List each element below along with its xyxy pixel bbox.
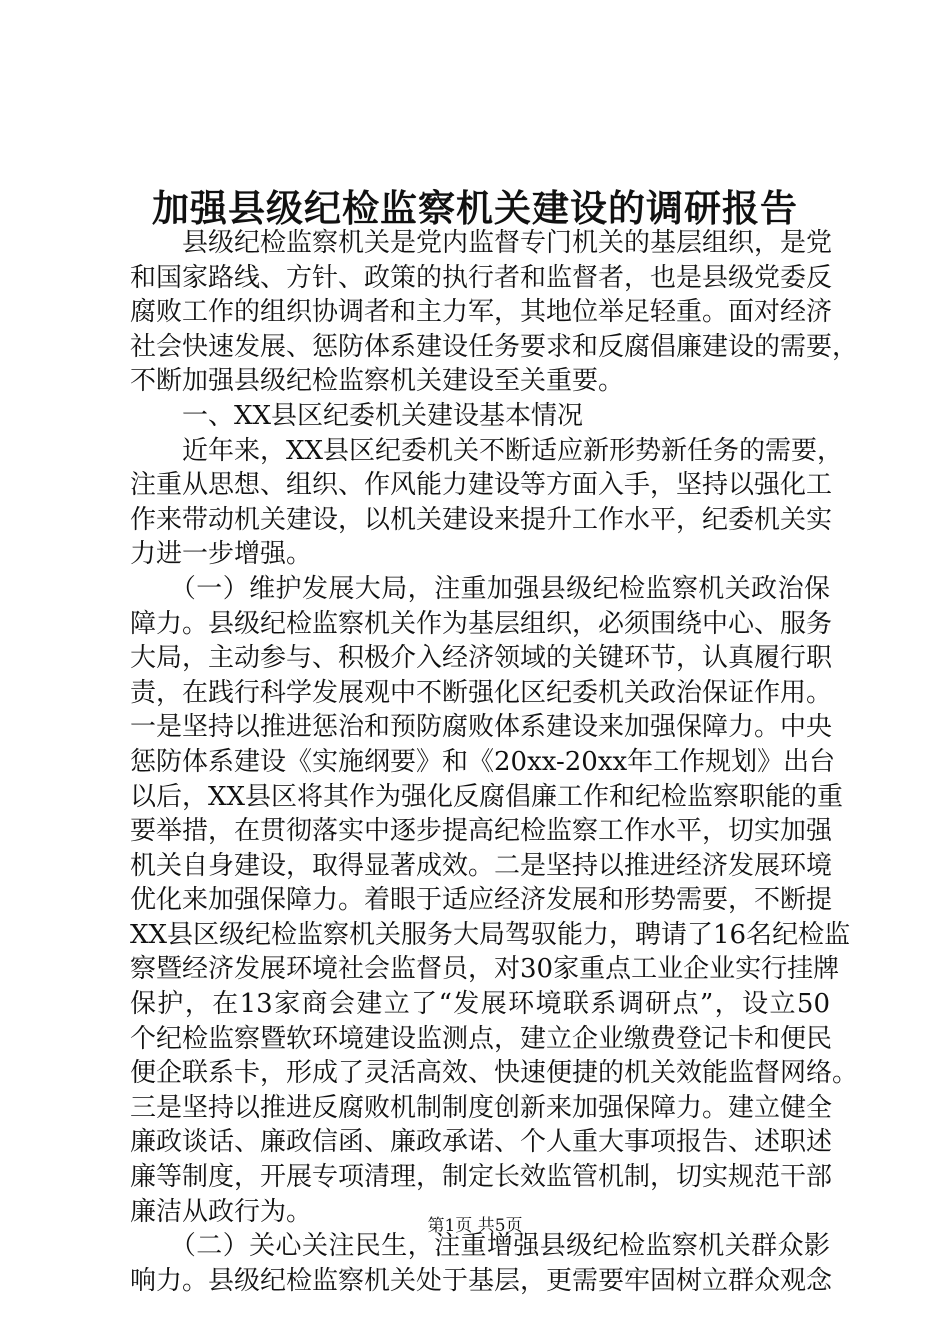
text-line: 力进一步增强。 bbox=[130, 539, 313, 570]
text-line: 保护，在13家商会建立了“发展环境联系调研点”，设立50 bbox=[130, 989, 830, 1020]
text-line: 责，在践行科学发展观中不断强化区纪委机关政治保证作用。 bbox=[130, 677, 833, 708]
text-line: 作来带动机关建设，以机关建设来提升工作水平，纪委机关实 bbox=[130, 504, 833, 535]
body-paragraph bbox=[130, 399, 830, 434]
text-line: 三是坚持以推进反腐败机制制度创新来加强保障力。建立健全 bbox=[130, 1092, 833, 1123]
text-line: 障力。县级纪检监察机关作为基层组织，必须围绕中心、服务 bbox=[130, 608, 833, 639]
text-line: 一是坚持以推进惩治和预防腐败体系建设来加强保障力。中央 bbox=[130, 712, 833, 743]
text-line: 察暨经济发展环境社会监督员，对30家重点工业企业实行挂牌 bbox=[130, 954, 840, 985]
text-line: 个纪检监察暨软环境建设监测点，建立企业缴费登记卡和便民 bbox=[130, 1023, 833, 1054]
text-line: 腐败工作的组织协调者和主力军，其地位举足轻重。面对经济 bbox=[130, 297, 833, 328]
body-paragraph bbox=[130, 1229, 833, 1298]
text-line: 以后，XX县区将其作为强化反腐倡廉工作和纪检监察职能的重 bbox=[130, 781, 844, 812]
text-line: 优化来加强保障力。着眼于适应经济发展和形势需要，不断提 bbox=[130, 885, 833, 916]
text-line: 和国家路线、方针、政策的执行者和监督者，也是县级党委反 bbox=[130, 262, 833, 293]
text-line: 要举措，在贯彻落实中逐步提高纪检监察工作水平，切实加强 bbox=[130, 816, 833, 847]
document-title: 加强县级纪检监察机关建设的调研报告 bbox=[152, 186, 798, 230]
document-body bbox=[130, 226, 859, 1298]
text-line: 惩防体系建设《实施纲要》和《20xx-20xx年工作规划》出台 bbox=[130, 746, 836, 777]
text-line: 廉政谈话、廉政信函、廉政承诺、个人重大事项报告、述职述 bbox=[130, 1127, 833, 1158]
text-line: 机关自身建设，取得显著成效。二是坚持以推进经济发展环境 bbox=[130, 850, 833, 881]
body-paragraph bbox=[130, 434, 844, 572]
text-line: 廉等制度，开展专项清理，制定长效监管机制，切实规范干部 bbox=[130, 1162, 833, 1193]
text-line: （一）维护发展大局，注重加强县级纪检监察机关政治保 bbox=[130, 573, 830, 604]
text-line: 近年来，XX县区纪委机关不断适应新形势新任务的需要， bbox=[130, 435, 844, 466]
text-line: 廉洁从政行为。 bbox=[130, 1196, 313, 1227]
text-line: 响力。县级纪检监察机关处于基层，更需要牢固树立群众观念 bbox=[130, 1265, 833, 1296]
body-paragraph bbox=[130, 226, 859, 399]
text-line: XX县区级纪检监察机关服务大局驾驭能力，聘请了16名纪检监 bbox=[130, 919, 851, 950]
text-line: 注重从思想、组织、作风能力建设等方面入手，坚持以强化工 bbox=[130, 470, 833, 501]
page-footer: 第1页 共5页 bbox=[427, 1216, 523, 1236]
text-line: 一、XX县区纪委机关建设基本情况 bbox=[130, 400, 584, 431]
body-paragraph bbox=[130, 572, 859, 1229]
text-line: 便企联系卡，形成了灵活高效、快速便捷的机关效能监督网络。 bbox=[130, 1058, 859, 1089]
text-line: （二）关心关注民生，注重增强县级纪检监察机关群众影 bbox=[130, 1231, 830, 1262]
text-line: 大局，主动参与、积极介入经济领域的关键环节，认真履行职 bbox=[130, 643, 833, 674]
text-line: 社会快速发展、惩防体系建设任务要求和反腐倡廉建设的需要， bbox=[130, 331, 859, 362]
text-line: 县级纪检监察机关是党内监督专门机关的基层组织，是党 bbox=[130, 228, 833, 258]
text-line: 不断加强县级纪检监察机关建设至关重要。 bbox=[130, 366, 625, 397]
